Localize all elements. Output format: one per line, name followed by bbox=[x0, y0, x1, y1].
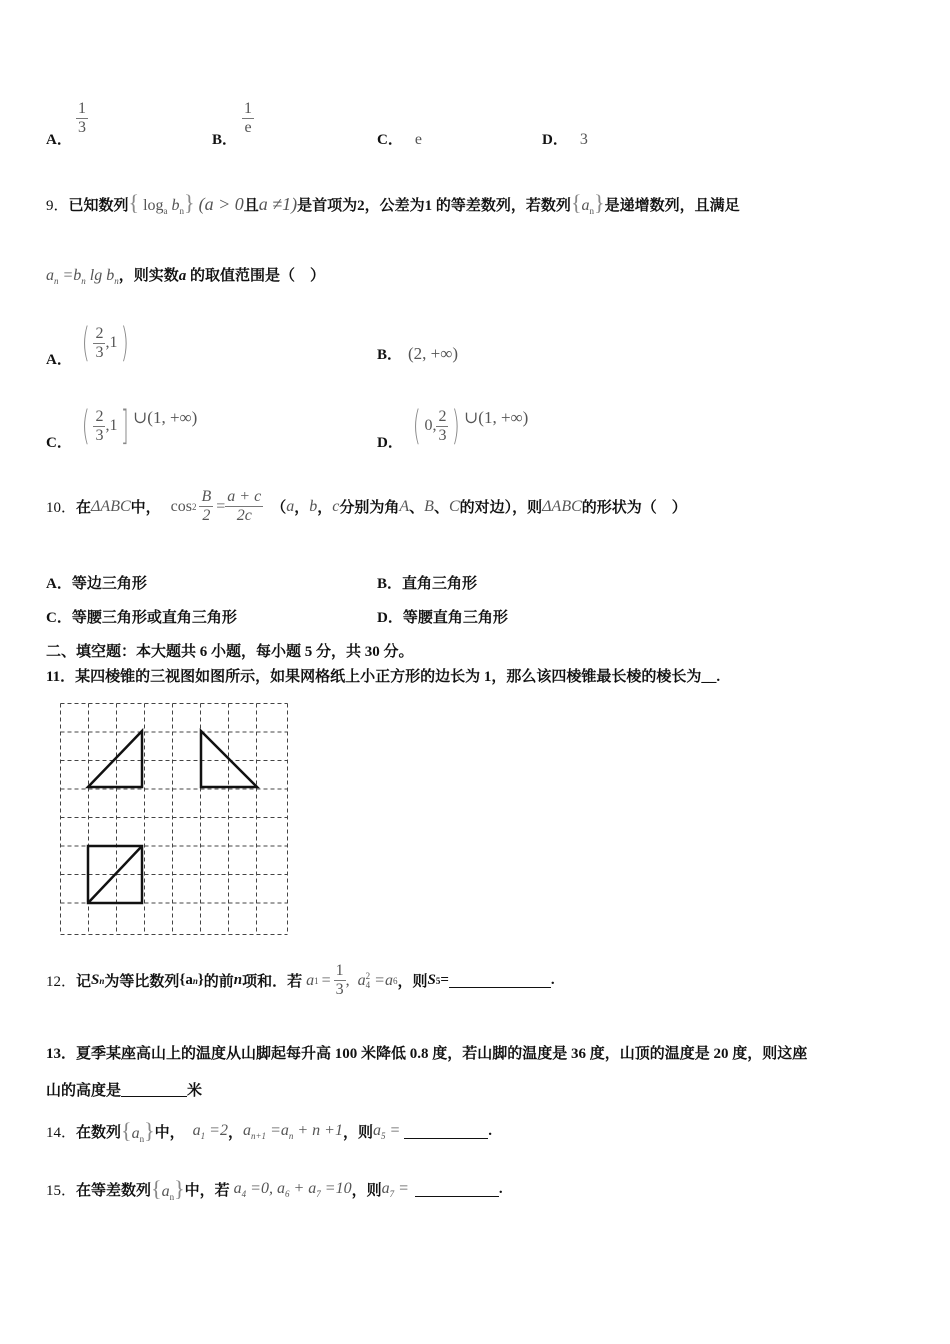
q9-stem-line2: $a_n =b_n$ $\lg b_n$，则实数a 的取值范围是（ ） bbox=[46, 267, 326, 286]
q10-option-c: C．等腰三角形或直角三角形 bbox=[46, 610, 237, 626]
q12-stem: 12． 记 S n 为等比数列 {a n } 的前 n 项和．若 a 1 = $\frac{1}{3}$ , a 2 4 =a 6 ，则 S 5 = . bbox=[46, 962, 555, 998]
option-label: A． bbox=[46, 132, 72, 148]
front-view-triangle bbox=[88, 731, 142, 787]
q9-option-c: C． ( $\frac{2}{3}$ ,1 ] ∪(1, +∞) bbox=[46, 403, 198, 451]
option-value: 3 bbox=[579, 131, 588, 148]
fraction: $\frac{2}{3}$ bbox=[438, 407, 447, 444]
sequence-an: $\{a_n\}$ bbox=[570, 190, 605, 216]
q8-option-b bbox=[212, 100, 252, 148]
option-label: B． bbox=[212, 132, 238, 148]
q15-stem: 15． 在等差数列 $\{a_n\}$ 中，若 $a_4 =0$, $a_6 + a_7 =10$ ，则 $a_7$ = . bbox=[46, 1176, 503, 1202]
answer-blank[interactable] bbox=[404, 1124, 488, 1139]
cos-equation: cos 2 $\frac{B}{2}$ = $\frac{a + c}{2c}$ bbox=[170, 488, 262, 524]
answer-blank[interactable] bbox=[449, 973, 551, 988]
q10-stem: 10． 在 ΔABC 中， cos 2 $\frac{B}{2}$ = $\frac{a + c}{2c}$ （ a ， b ， c 分别为角 A 、 B 、 C 的对边），则 ΔABC 的形状为（ ） bbox=[46, 488, 687, 524]
option-label: C． bbox=[377, 132, 403, 148]
sequence-log-bn: { $\log_a b_n$} (a > 0 bbox=[128, 190, 244, 216]
q13-stem-line2: 山的高度是 米 bbox=[46, 1083, 203, 1099]
sequence-an: $\{a_n\}$ bbox=[121, 1118, 155, 1144]
q14-stem: 14． 在数列 $\{a_n\}$ 中， $a_1 =2$ ， $a_{n+1} =a_n + n +1$ ，则 $a_5$ = . bbox=[46, 1118, 493, 1144]
three-view-grid-figure bbox=[60, 703, 288, 935]
q9-option-d: D． ( 0, $\frac{2}{3}$ ) ∪(1, +∞) bbox=[377, 403, 529, 451]
q10-option-d: D．等腰直角三角形 bbox=[377, 610, 508, 626]
sequence-an: $\{a_n\}$ bbox=[151, 1176, 185, 1202]
q8-option-c bbox=[377, 128, 422, 149]
q8-option-d bbox=[542, 128, 588, 149]
q11-stem: 11．某四棱锥的三视图如图所示，如果网格纸上小正方形的边长为 1，那么该四棱锥最长棱的棱长为__. bbox=[46, 669, 721, 685]
grid-lines bbox=[61, 704, 288, 935]
answer-blank[interactable] bbox=[121, 1082, 187, 1097]
fraction: $\frac{1}{3}$ bbox=[78, 100, 86, 136]
fraction: $\frac{1}{e}$ bbox=[244, 100, 252, 136]
section-heading: 二、填空题：本大题共 6 小题，每小题 5 分，共 30 分。 bbox=[46, 644, 414, 660]
q9-stem-line1: 9．已知数列{ $\log_a b_n$} (a > 0且a ≠1)是首项为2，公差为1 的等差数列，若数列$\{a_n\}$是递增数列，且满足 bbox=[46, 190, 740, 216]
fraction: $\frac{2}{3}$ bbox=[95, 407, 104, 444]
condition: a 1 = $\frac{1}{3}$ , a 2 4 =a 6 bbox=[306, 962, 398, 998]
fraction: $\frac{2}{3}$ bbox=[95, 324, 104, 361]
q9-option-b: B． (2, +∞) bbox=[377, 344, 459, 363]
q9-option-a: A． ( $\frac{2}{3}$ ,1 ) bbox=[46, 320, 130, 368]
option-label: D． bbox=[542, 132, 568, 148]
option-value: e bbox=[414, 131, 422, 148]
q13-stem-line1: 13．夏季某座高山上的温度从山脚起每升高 100 米降低 0.8 度，若山脚的温度是 36 度，山顶的温度是 20 度，则这座 bbox=[46, 1046, 808, 1062]
q10-option-b: B．直角三角形 bbox=[377, 576, 478, 592]
fraction: $\frac{1}{3}$ bbox=[335, 962, 344, 998]
q8-option-a bbox=[46, 100, 86, 148]
fraction: $\frac{a + c}{2c}$ bbox=[227, 488, 262, 524]
q10-option-a: A．等边三角形 bbox=[46, 576, 147, 592]
fraction: $\frac{B}{2}$ bbox=[201, 488, 212, 524]
answer-blank[interactable] bbox=[415, 1182, 499, 1197]
equation: $a_n =b_n$ $\lg b_n$ bbox=[46, 267, 119, 286]
